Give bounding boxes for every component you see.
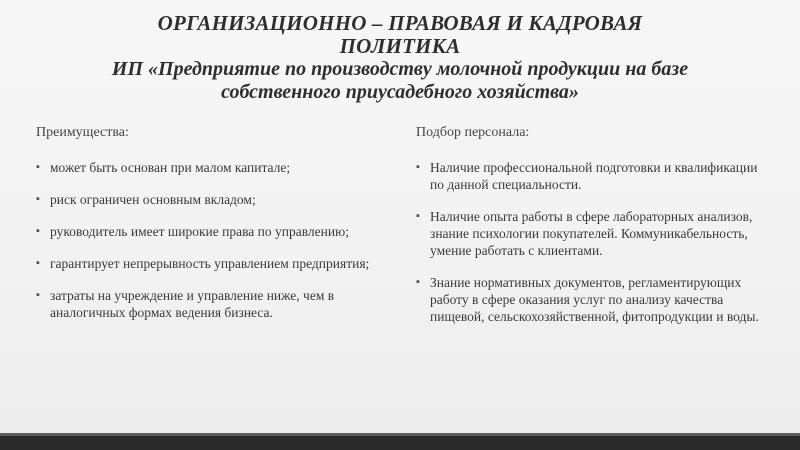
list-item-text: Наличие профессиональной подготовки и квалификации по данной специальности. — [430, 160, 758, 192]
bullet-icon: ▪ — [416, 276, 420, 288]
list-item-text: гарантирует непрерывность управлением предприятия; — [50, 256, 370, 271]
list-item-text: Знание нормативных документов, регламентирующих работу в сфере оказания услуг по анализу качества пищевой, сельскохозяйственной, фитопродукции и воды. — [430, 275, 759, 324]
subtitle-line-2: собственного приусадебного хозяйства» — [221, 81, 579, 103]
advantages-heading: Преимущества: — [36, 125, 129, 140]
list-item — [36, 159, 376, 176]
title-line-2: ПОЛИТИКА — [339, 34, 461, 58]
list-item-text: Наличие опыта работы в сфере лабораторных анализов, знание психологии покупателей. Коммуникабельность, умение работать с клиентами. — [430, 209, 753, 258]
list-item — [416, 274, 772, 325]
subtitle-line-1: ИП «Предприятие по производству молочной продукции на базе — [111, 58, 689, 80]
bullet-icon: ▪ — [36, 257, 40, 269]
list-item — [416, 208, 772, 259]
list-item-text: затраты на учреждение и управление ниже, чем в аналогичных формах ведения бизнеса. — [50, 288, 335, 320]
staffing-list — [416, 159, 772, 325]
list-item-text: риск ограничен основным вкладом; — [50, 192, 256, 207]
bottom-bar — [0, 433, 800, 450]
list-item — [416, 159, 772, 193]
list-item-text: может быть основан при малом капитале; — [50, 160, 291, 175]
title-line-1: ОРГАНИЗАЦИОННО – ПРАВОВАЯ И КАДРОВАЯ — [157, 11, 643, 35]
list-item — [36, 287, 376, 321]
staffing-heading: Подбор персонала: — [416, 125, 530, 140]
staffing-column — [416, 124, 772, 340]
bullet-icon: ▪ — [36, 225, 40, 237]
list-item — [36, 255, 376, 272]
list-item — [36, 191, 376, 208]
slide-title — [40, 12, 760, 104]
list-item — [36, 223, 376, 240]
bullet-icon: ▪ — [416, 210, 420, 222]
list-item-text: руководитель имеет широкие права по управлению; — [50, 224, 349, 239]
bullet-icon: ▪ — [36, 193, 40, 205]
advantages-column — [36, 124, 376, 336]
bullet-icon: ▪ — [36, 289, 40, 301]
bullet-icon: ▪ — [36, 161, 40, 173]
bullet-icon: ▪ — [416, 161, 420, 173]
advantages-list — [36, 159, 376, 321]
